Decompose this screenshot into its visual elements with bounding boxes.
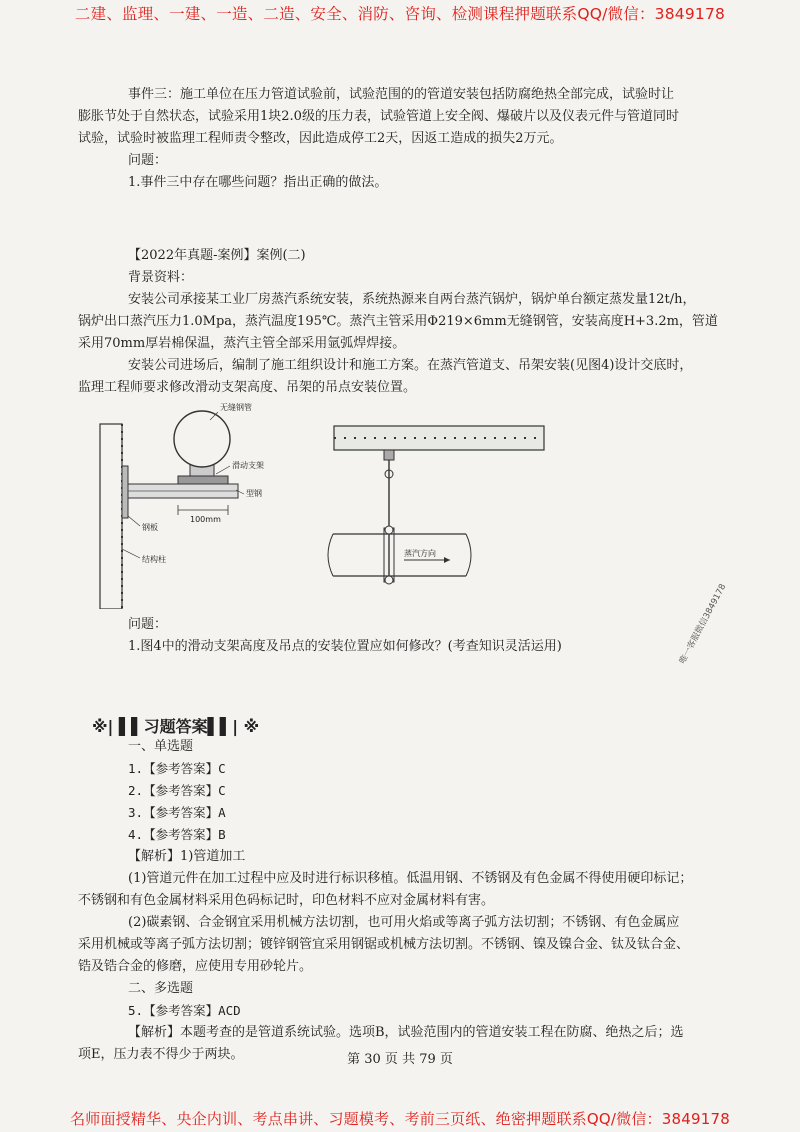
- answer-item: 3.【参考答案】A: [128, 805, 226, 820]
- case2-question: 1.图4中的滑动支架高度及吊点的安装位置应如何修改？(考查知识灵活运用): [128, 639, 562, 654]
- analysis-line: 项E，压力表不得少于两块。: [78, 1047, 244, 1062]
- event3-section: [78, 84, 764, 194]
- case2-line: 安装公司承接某工业厂房蒸汽系统安装，系统热源来自两台蒸汽锅炉，锅炉单台额定蒸发量12t/h，: [128, 292, 696, 307]
- analysis-line: 锆及锆合金的修磨，应使用专用砂轮片。: [78, 959, 313, 974]
- label-dimension: 100mm: [190, 515, 221, 524]
- bottom-banner: 名师面授精华、央企内训、考点串讲、习题模考、考前三页纸、绝密押题联系QQ/微信：3849178: [70, 1110, 730, 1128]
- answer-item: 4.【参考答案】B: [128, 827, 226, 842]
- case2-section: [78, 245, 764, 399]
- answer-item: 2.【参考答案】C: [128, 783, 226, 798]
- answer-item: 1.【参考答案】C: [128, 761, 226, 776]
- answers-heading: ※| ▌▌习题答案▌▌| ※: [92, 717, 260, 736]
- label-sliding-support: 滑动支架: [232, 461, 264, 470]
- label-steam-direction: 蒸汽方向: [404, 549, 436, 558]
- case2-line: 采用70mm厚岩棉保温，蒸汽主管全部采用氩弧焊焊接。: [78, 336, 406, 351]
- answers-section: [78, 736, 764, 1066]
- top-banner: 二建、监理、一建、一造、二造、安全、消防、咨询、检测课程押题联系QQ/微信：3849178: [74, 5, 726, 23]
- analysis-line: (1)管道元件在加工过程中应及时进行标识移植。低温用钢、不锈钢及有色金属不得使用硬印标记；: [128, 871, 693, 886]
- event3-line: 事件三：施工单位在压力管道试验前，试验范围的的管道安装包括防腐绝热全部完成，试验时让: [128, 87, 675, 102]
- label-section-steel: 型钢: [246, 489, 262, 498]
- analysis-line: 【解析】本题考查的是管道系统试验。选项B，试验范围内的管道安装工程在防腐、绝热之后；选: [128, 1025, 684, 1040]
- multi-choice-title: 二、多选题: [128, 981, 194, 996]
- label-column: 结构柱: [142, 555, 166, 564]
- question-label: 问题：: [128, 153, 168, 168]
- case2-line: 安装公司进场后，编制了施工组织设计和施工方案。在蒸汽管道支、吊架安装(见图4)设计交底时，: [128, 358, 693, 373]
- contact-watermark: 唯一客服微信3849178: [677, 582, 729, 666]
- single-choice-title: 一、单选题: [128, 739, 194, 754]
- background-label: 背景资料：: [128, 270, 194, 285]
- steel-plate: [122, 466, 128, 518]
- analysis-line: 不锈钢和有色金属材料采用色码标记时，印色材料不应对金属材料有害。: [78, 893, 495, 908]
- label-steel-plate: 钢板: [142, 523, 158, 532]
- question-label: 问题：: [128, 617, 168, 632]
- sliding-support: [178, 476, 228, 484]
- figure-4-support-diagram: [78, 384, 598, 609]
- page-number: 第 30 页 共 79 页: [347, 1052, 453, 1067]
- analysis-line: 采用机械或等离子弧方法切割；镀锌钢管宜采用钢锯或机械方法切割。不锈钢、镍及镍合金、钛及钛合金、: [78, 937, 690, 952]
- case2-title: 【2022年真题-案例】案例(二): [128, 248, 306, 263]
- steam-pipe: [333, 534, 466, 576]
- label-seamless-pipe: 无缝钢管: [220, 403, 252, 412]
- answer-item: 5.【参考答案】ACD: [128, 1003, 241, 1018]
- case2-line: 锅炉出口蒸汽压力1.0Mpa，蒸汽温度195℃。蒸汽主管采用Φ219×6mm无缝钢管，安装高度H+3.2m，管道: [78, 314, 718, 329]
- analysis-title: 【解析】1)管道加工: [128, 849, 246, 864]
- seamless-pipe: [174, 411, 230, 467]
- event3-line: 膨胀节处于自然状态，试验采用1块2.0级的压力表，试验管道上安全阀、爆破片以及仪表元件与管道同时: [78, 109, 679, 124]
- support-diagram-svg: [78, 384, 598, 609]
- analysis-line: (2)碳素钢、合金钢宜采用机械方法切割，也可用火焰或等离子弧方法切割；不锈钢、有色金属应: [128, 915, 680, 930]
- case2-question-section: [78, 614, 764, 658]
- structural-column: [100, 424, 122, 609]
- event3-line: 试验，试验时被监理工程师责令整改，因此造成停工2天，因返工造成的损失2万元。: [78, 131, 563, 146]
- event3-question: 1.事件三中存在哪些问题？指出正确的做法。: [128, 175, 388, 190]
- case2-line: 监理工程师要求修改滑动支架高度、吊架的吊点安装位置。: [78, 380, 417, 395]
